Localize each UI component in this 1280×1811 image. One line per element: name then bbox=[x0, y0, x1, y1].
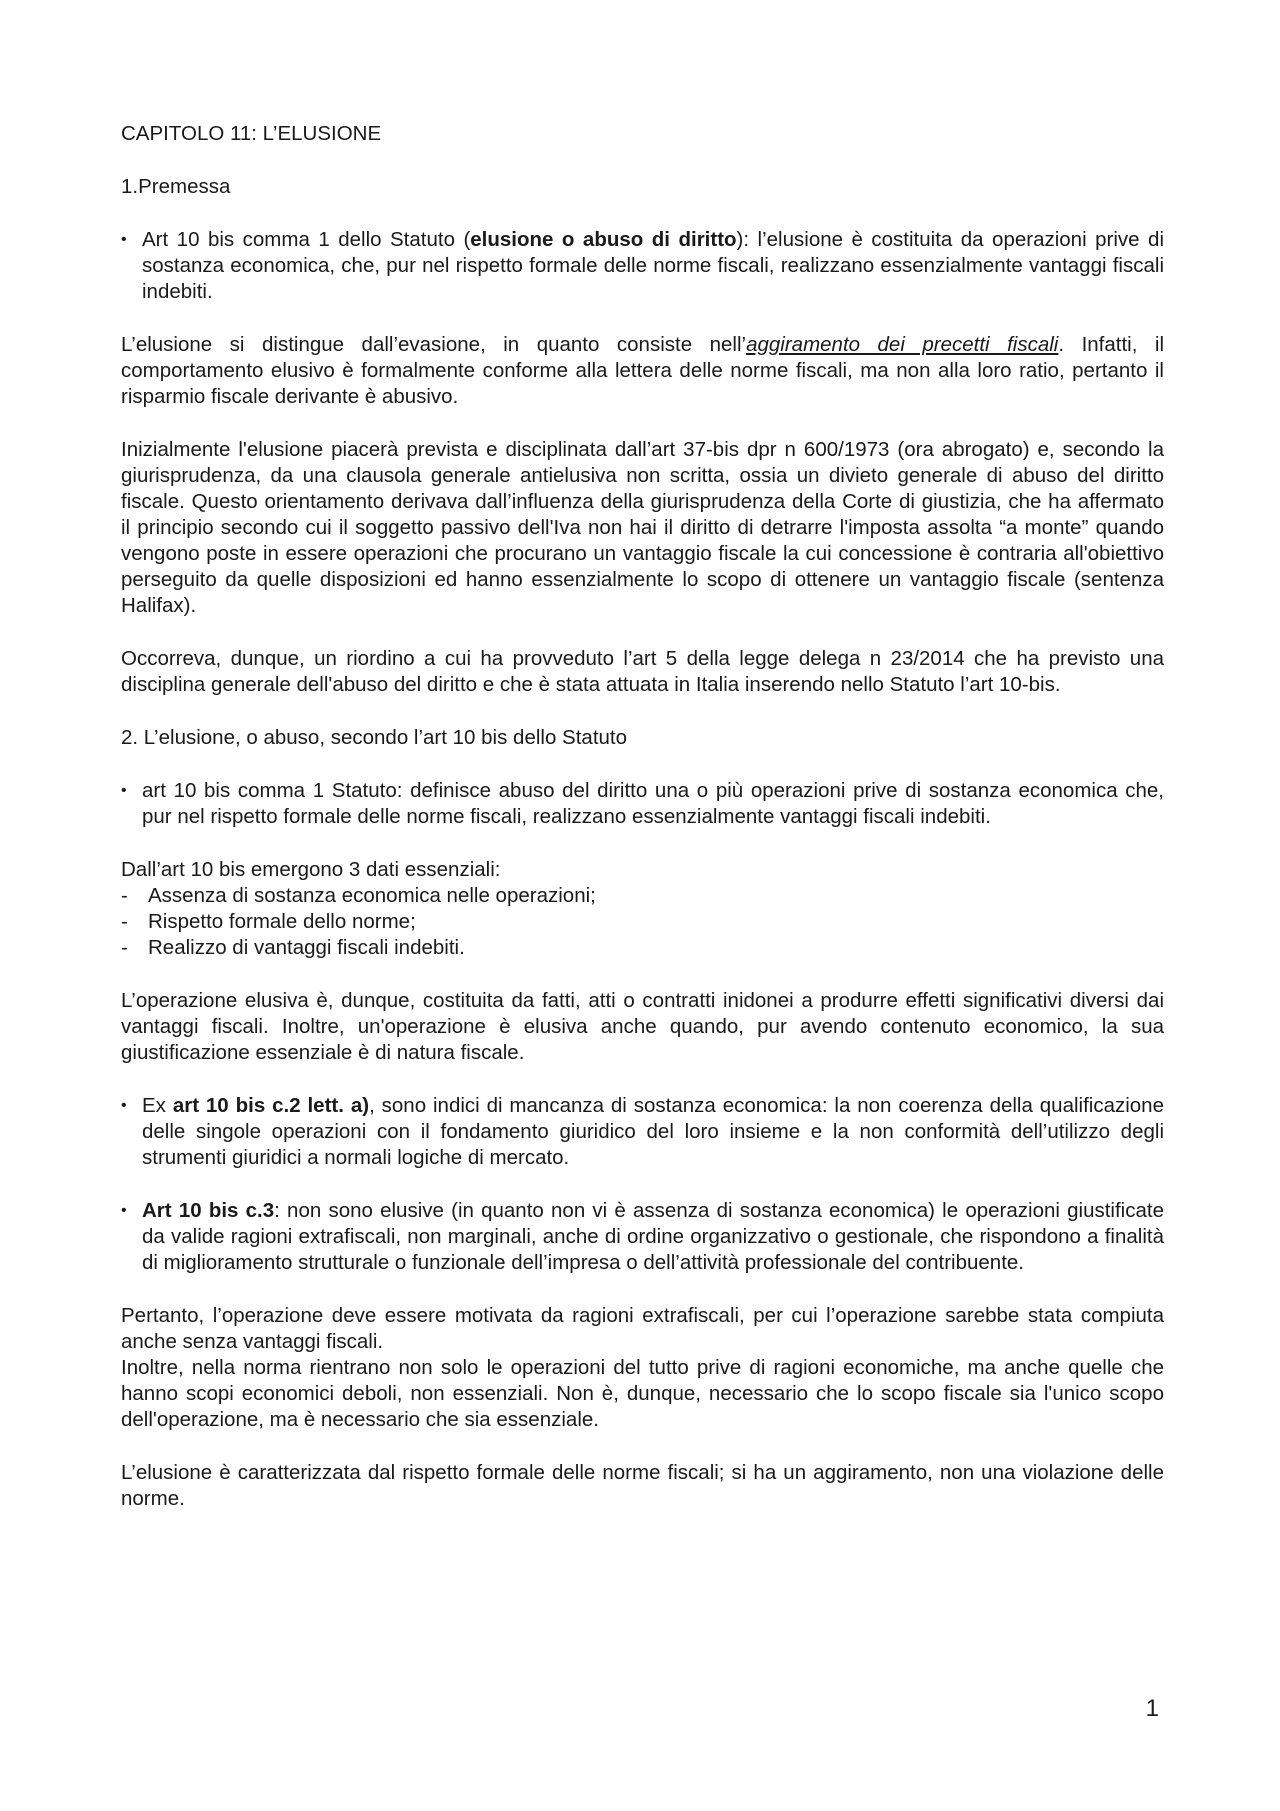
paragraph-conclusion: L’elusione è caratterizzata dal rispetto formale delle norme fiscali; si ha un aggiramento, non una violazione delle norme. bbox=[121, 1461, 1164, 1510]
bullet-icon: • bbox=[121, 231, 127, 248]
bullet-icon: • bbox=[121, 1202, 127, 1219]
bullet-text-bold: elusione o abuso di diritto bbox=[470, 228, 737, 251]
list-item bbox=[121, 909, 1164, 935]
bullet-icon: • bbox=[121, 1097, 127, 1114]
chapter-title: CAPITOLO 11: L’ELUSIONE bbox=[121, 122, 382, 145]
list-item-text: Realizzo di vantaggi fiscali indebiti. bbox=[148, 936, 465, 959]
paragraph-motivation: Pertanto, l’operazione deve essere motivata da ragioni extrafiscali, per cui l’operazione sarebbe stata compiuta anche senza vantaggi fiscali. bbox=[121, 1304, 1164, 1353]
list-item bbox=[121, 883, 1164, 909]
paragraph-elusive-operation: L’operazione elusiva è, dunque, costituita da fatti, atti o contratti inidonei a produrre effetti significativi diversi dai vantaggi fiscali. Inoltre, un'operazione è elusiva anche quando, pur avendo contenuto economico, la sua giustificazione essenziale è di natura fiscale. bbox=[121, 989, 1164, 1064]
list-intro: Dall’art 10 bis emergono 3 dati essenziali: bbox=[121, 858, 501, 881]
dash-icon: - bbox=[121, 910, 128, 933]
bullet-text: art 10 bis comma 1 Statuto: definisce abuso del diritto una o più operazioni prive di sostanza economica che, pur nel rispetto formale delle norme fiscali, realizzano essenzialmente vantaggi fiscali indebiti. bbox=[142, 779, 1164, 828]
bullet-item-art10bis bbox=[121, 778, 1164, 830]
bullet-item-c2 bbox=[121, 1093, 1164, 1171]
bullet-text-suffix: : non sono elusive (in quanto non vi è assenza di sostanza economica) le operazioni giustificate da valide ragioni extrafiscali, non marginali, anche di ordine organizzativo o gestionale, che rispondono a finalità di miglioramento strutturale o funzionale dell’impresa o dell’attività professionale del contribuente. bbox=[142, 1199, 1164, 1274]
emphasis-text: aggiramento dei precetti fiscali bbox=[746, 333, 1059, 356]
dash-list bbox=[121, 883, 1164, 961]
section-title-premessa: 1.Premessa bbox=[121, 175, 231, 198]
page-number: 1 bbox=[1145, 1695, 1159, 1722]
paragraph-text-suffix: . Infatti, il comportamento elusivo è formalmente conforme alla lettera delle norme fiscali, ma non alla loro ratio, pertanto il risparmio fiscale derivante è abusivo. bbox=[121, 333, 1165, 408]
paragraph-history: Inizialmente l'elusione piacerà prevista e disciplinata dall’art 37-bis dpr n 600/1973 (ora abrogato) e, secondo la giurisprudenza, da una clausola generale antielusiva non scritta, ossia un divieto generale di abuso del diritto fiscale. Questo orientamento derivava dall’influenza della giurisprudenza della Corte di giustizia, che ha affermato il principio secondo cui il soggetto passivo dell'Iva non hai il diritto di detrarre l'imposta assolta “a monte” quando vengono poste in essere operazioni che procurano un vantaggio fiscale la cui concessione è contraria all'obiettivo perseguito da quelle disposizioni ed hanno essenzialmente lo scopo di ottenere un vantaggio fiscale (sentenza Halifax). bbox=[121, 438, 1164, 617]
bullet-item-c3 bbox=[121, 1198, 1164, 1276]
paragraph-reform: Occorreva, dunque, un riordino a cui ha provveduto l’art 5 della legge delega n 23/2014 che ha previsto una disciplina generale dell'abuso del diritto e che è stata attuata in Italia inserendo nello Statuto l’art 10-bis. bbox=[121, 647, 1164, 696]
bullet-text-suffix: , sono indici di mancanza di sostanza economica: la non coerenza della qualificazione delle singole operazioni con il fondamento giuridico del loro insieme e la non conformità dell’utilizzo degli strumenti giuridici a normali logiche di mercato. bbox=[142, 1094, 1164, 1169]
bullet-text-suffix: ): l’elusione è costituita da operazioni prive di sostanza economica, che, pur nel rispetto formale delle norme fiscali, realizzano essenzialmente vantaggi fiscali indebiti. bbox=[142, 228, 1164, 303]
list-item-text: Rispetto formale dello norme; bbox=[148, 910, 416, 933]
paragraph-weak-purposes: Inoltre, nella norma rientrano non solo le operazioni del tutto prive di ragioni economiche, ma anche quelle che hanno scopi economici deboli, non essenziali. Non è, dunque, necessario che lo scopo fiscale sia l'unico scopo dell'operazione, ma è necessario che sia essenziale. bbox=[121, 1356, 1164, 1431]
document-body bbox=[121, 121, 1164, 1539]
bullet-icon: • bbox=[121, 782, 127, 799]
paragraph-distinction bbox=[121, 332, 1164, 410]
bullet-text-prefix: Ex bbox=[142, 1094, 173, 1117]
bullet-item-definition bbox=[121, 227, 1164, 305]
bullet-text-bold: Art 10 bis c.3 bbox=[142, 1199, 275, 1222]
bullet-text-bold: art 10 bis c.2 lett. a) bbox=[172, 1094, 370, 1117]
list-item bbox=[121, 935, 1164, 961]
dash-icon: - bbox=[121, 884, 128, 907]
bullet-text-prefix: Art 10 bis comma 1 dello Statuto ( bbox=[142, 228, 471, 251]
dash-icon: - bbox=[121, 936, 128, 959]
paragraph-text-prefix: L’elusione si distingue dall’evasione, in quanto consiste nell’ bbox=[121, 333, 747, 356]
list-item-text: Assenza di sostanza economica nelle operazioni; bbox=[148, 884, 596, 907]
section-title-art10bis: 2. L’elusione, o abuso, secondo l’art 10 bis dello Statuto bbox=[121, 726, 628, 749]
